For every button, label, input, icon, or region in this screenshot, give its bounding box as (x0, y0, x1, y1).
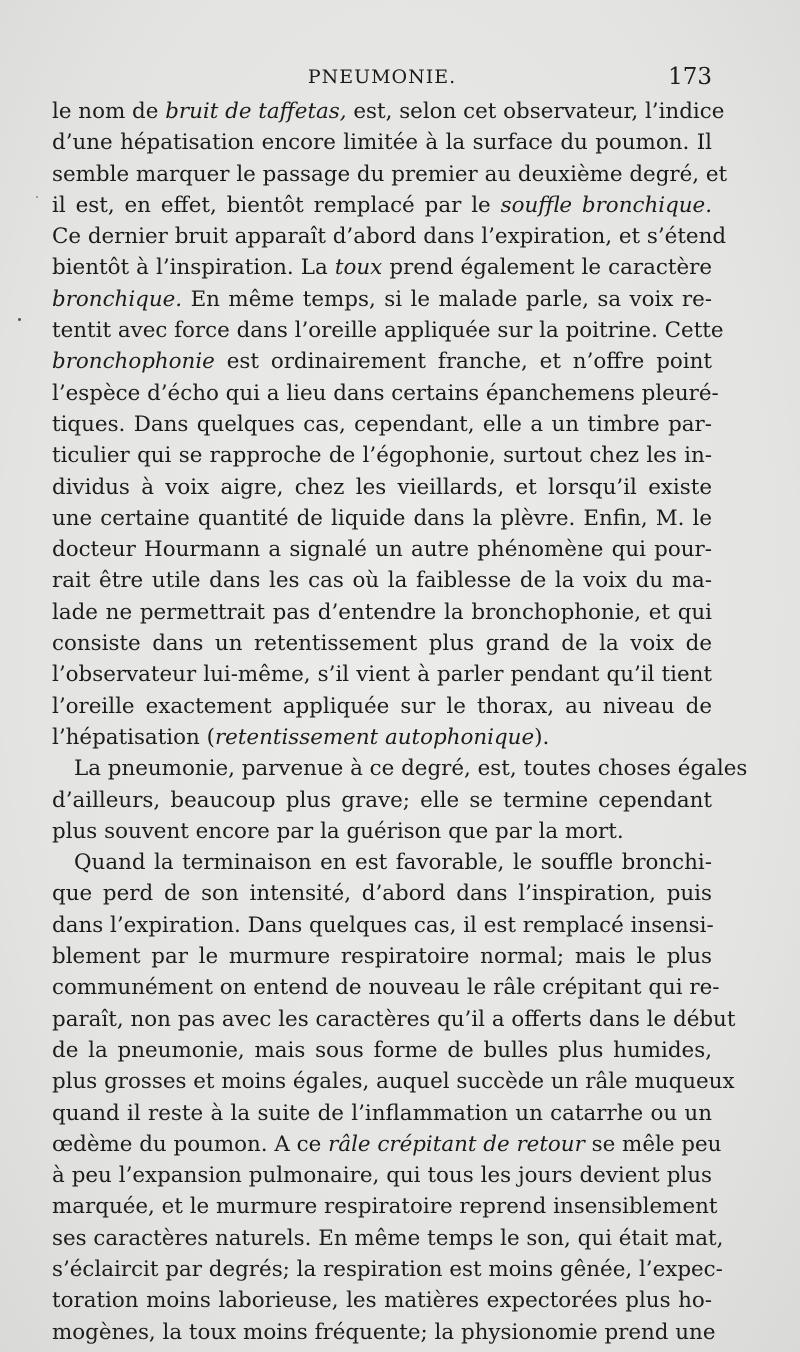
text-segment: tiques. Dans quelques cas, cependant, elle a un timbre par- (52, 411, 712, 437)
text-segment: l’oreille exactement appliquée sur le thorax, au niveau de (52, 693, 712, 719)
text-segment: de la pneumonie, mais sous forme de bulles plus humides, (52, 1037, 712, 1063)
text-line (52, 847, 712, 878)
text-segment: à peu l’expansion pulmonaire, qui tous les jours devient plus (52, 1163, 712, 1189)
text-line (52, 221, 727, 252)
text-segment: mogènes, la toux moins fréquente; la physionomie prend une (52, 1319, 716, 1345)
text-segment: est, selon cet observateur, l’indice (346, 99, 725, 124)
text-line (52, 1035, 712, 1066)
text-segment: La pneumonie, parvenue à ce degré, est, toutes choses égales (74, 756, 748, 782)
page-number: 173 (668, 64, 712, 90)
text-segment: communément on entend de nouveau le râle crépitant qui re- (52, 975, 720, 1001)
text-segment: que perd de son intensité, d’abord dans l’inspiration, puis (52, 881, 712, 907)
text-line (52, 941, 712, 972)
text-line (52, 1129, 722, 1160)
text-segment: plus souvent encore par la guérison que par la mort. (52, 818, 624, 844)
text-segment: l’espèce d’écho qui a lieu dans certains épanchemens pleuré- (52, 380, 719, 406)
text-line (52, 565, 712, 596)
text-segment: rait être utile dans les cas où la faiblesse de la voix du ma- (52, 568, 712, 594)
text-line (52, 503, 712, 534)
text-line (52, 972, 720, 1003)
text-line (52, 878, 712, 909)
text-segment: En même temps, si le malade parle, sa voix re- (182, 286, 712, 312)
text-line (52, 1254, 723, 1285)
text-line (52, 252, 712, 283)
text-segment: toration moins laborieuse, les matières expectorées plus ho- (52, 1288, 712, 1314)
text-segment: ). (534, 724, 550, 750)
text-line (52, 409, 712, 440)
text-line (52, 910, 712, 941)
text-segment: docteur Hourmann a signalé un autre phénomène qui pour- (52, 537, 712, 563)
text-line (52, 159, 728, 190)
body-text (52, 96, 748, 1348)
text-line (52, 96, 725, 127)
text-segment: paraît, non pas avec les caractères qu’il a offerts dans le début (52, 1006, 736, 1032)
text-line (52, 785, 712, 816)
text-segment: bientôt à l’inspiration. La (52, 255, 335, 281)
text-line (52, 284, 712, 315)
text-segment: blement par le murmure respiratoire normal; mais le plus (52, 944, 712, 970)
text-line (52, 1191, 718, 1222)
italic-term: toux (334, 255, 383, 281)
text-line (52, 691, 712, 722)
text-line (52, 440, 712, 471)
text-line (52, 753, 748, 784)
text-segment: marquée, et le murmure respiratoire reprend insensiblement (52, 1194, 718, 1220)
text-line (52, 1004, 736, 1035)
text-segment: d’ailleurs, beaucoup plus grave; elle se termine cependant (52, 787, 712, 813)
text-line (52, 597, 712, 628)
text-segment: Ce dernier bruit apparaît d’abord dans l’expiration, et s’étend (52, 224, 727, 250)
text-line (52, 628, 712, 659)
text-segment: s’éclaircit par degrés; la respiration est moins gênée, l’expec- (52, 1256, 723, 1282)
text-line (52, 1098, 712, 1129)
text-segment: tentit avec force dans l’oreille appliquée sur la poitrine. Cette (52, 318, 724, 344)
text-line (52, 534, 712, 565)
text-segment: l’observateur lui-même, s’il vient à parler pendant qu’il tient (52, 662, 712, 688)
text-segment: dividus à voix aigre, chez les vieillards, et lorsqu’il existe (52, 474, 712, 500)
text-line (52, 1066, 735, 1097)
text-line (52, 659, 712, 690)
italic-term: bruit de taffetas, (165, 99, 347, 124)
text-line (52, 722, 712, 753)
italic-term: souffle bronchique. (500, 192, 712, 218)
italic-term: bronchique. (52, 286, 183, 312)
italic-term: bronchophonie (52, 349, 215, 375)
text-line (52, 816, 712, 847)
italic-term: râle crépitant de retour (328, 1131, 585, 1157)
text-line (52, 1160, 712, 1191)
text-segment: ticulier qui se rapproche de l’égophonie, surtout chez les in- (52, 443, 712, 469)
text-segment: dans l’expiration. Dans quelques cas, il est remplacé insensi- (52, 912, 714, 938)
text-segment: le nom de (52, 99, 166, 124)
text-line (52, 472, 712, 503)
text-segment: lade ne permettrait pas d’entendre la bronchophonie, et qui (52, 599, 712, 625)
text-segment: œdème du poumon. A ce (52, 1131, 329, 1157)
text-segment: semble marquer le passage du premier au deuxième degré, et (52, 161, 728, 187)
text-line (52, 378, 719, 409)
italic-term: retentissement autophonique (214, 724, 535, 750)
running-title: PNEUMONIE. (307, 66, 457, 88)
text-segment: prend également le caractère (382, 255, 713, 281)
text-segment: consiste dans un retentissement plus grand de la voix de (52, 631, 712, 657)
text-line (52, 346, 712, 377)
text-segment: d’une hépatisation encore limitée à la surface du poumon. Il (52, 130, 712, 156)
margin-speck (18, 318, 21, 321)
text-segment: quand il reste à la suite de l’inflammation un catarrhe ou un (52, 1100, 712, 1126)
text-segment: une certaine quantité de liquide dans la plèvre. Enfin, M. le (52, 505, 712, 531)
text-segment: il est, en effet, bientôt remplacé par le (52, 192, 501, 218)
text-segment: plus grosses et moins égales, auquel succède un râle muqueux (52, 1069, 735, 1095)
margin-speck (36, 196, 38, 198)
running-header (52, 64, 712, 94)
text-line (52, 127, 712, 158)
text-line (52, 190, 712, 221)
text-line (52, 1223, 724, 1254)
text-segment: Quand la terminaison en est favorable, le souffle bronchi- (74, 850, 712, 876)
text-line (52, 315, 724, 346)
text-line (52, 1285, 712, 1316)
text-segment: est ordinairement franche, et n’offre point (214, 349, 712, 375)
text-line (52, 1317, 716, 1348)
text-segment: ses caractères naturels. En même temps le son, qui était mat, (52, 1225, 724, 1251)
text-segment: se mêle peu (584, 1131, 722, 1157)
text-segment: l’hépatisation ( (52, 724, 215, 750)
